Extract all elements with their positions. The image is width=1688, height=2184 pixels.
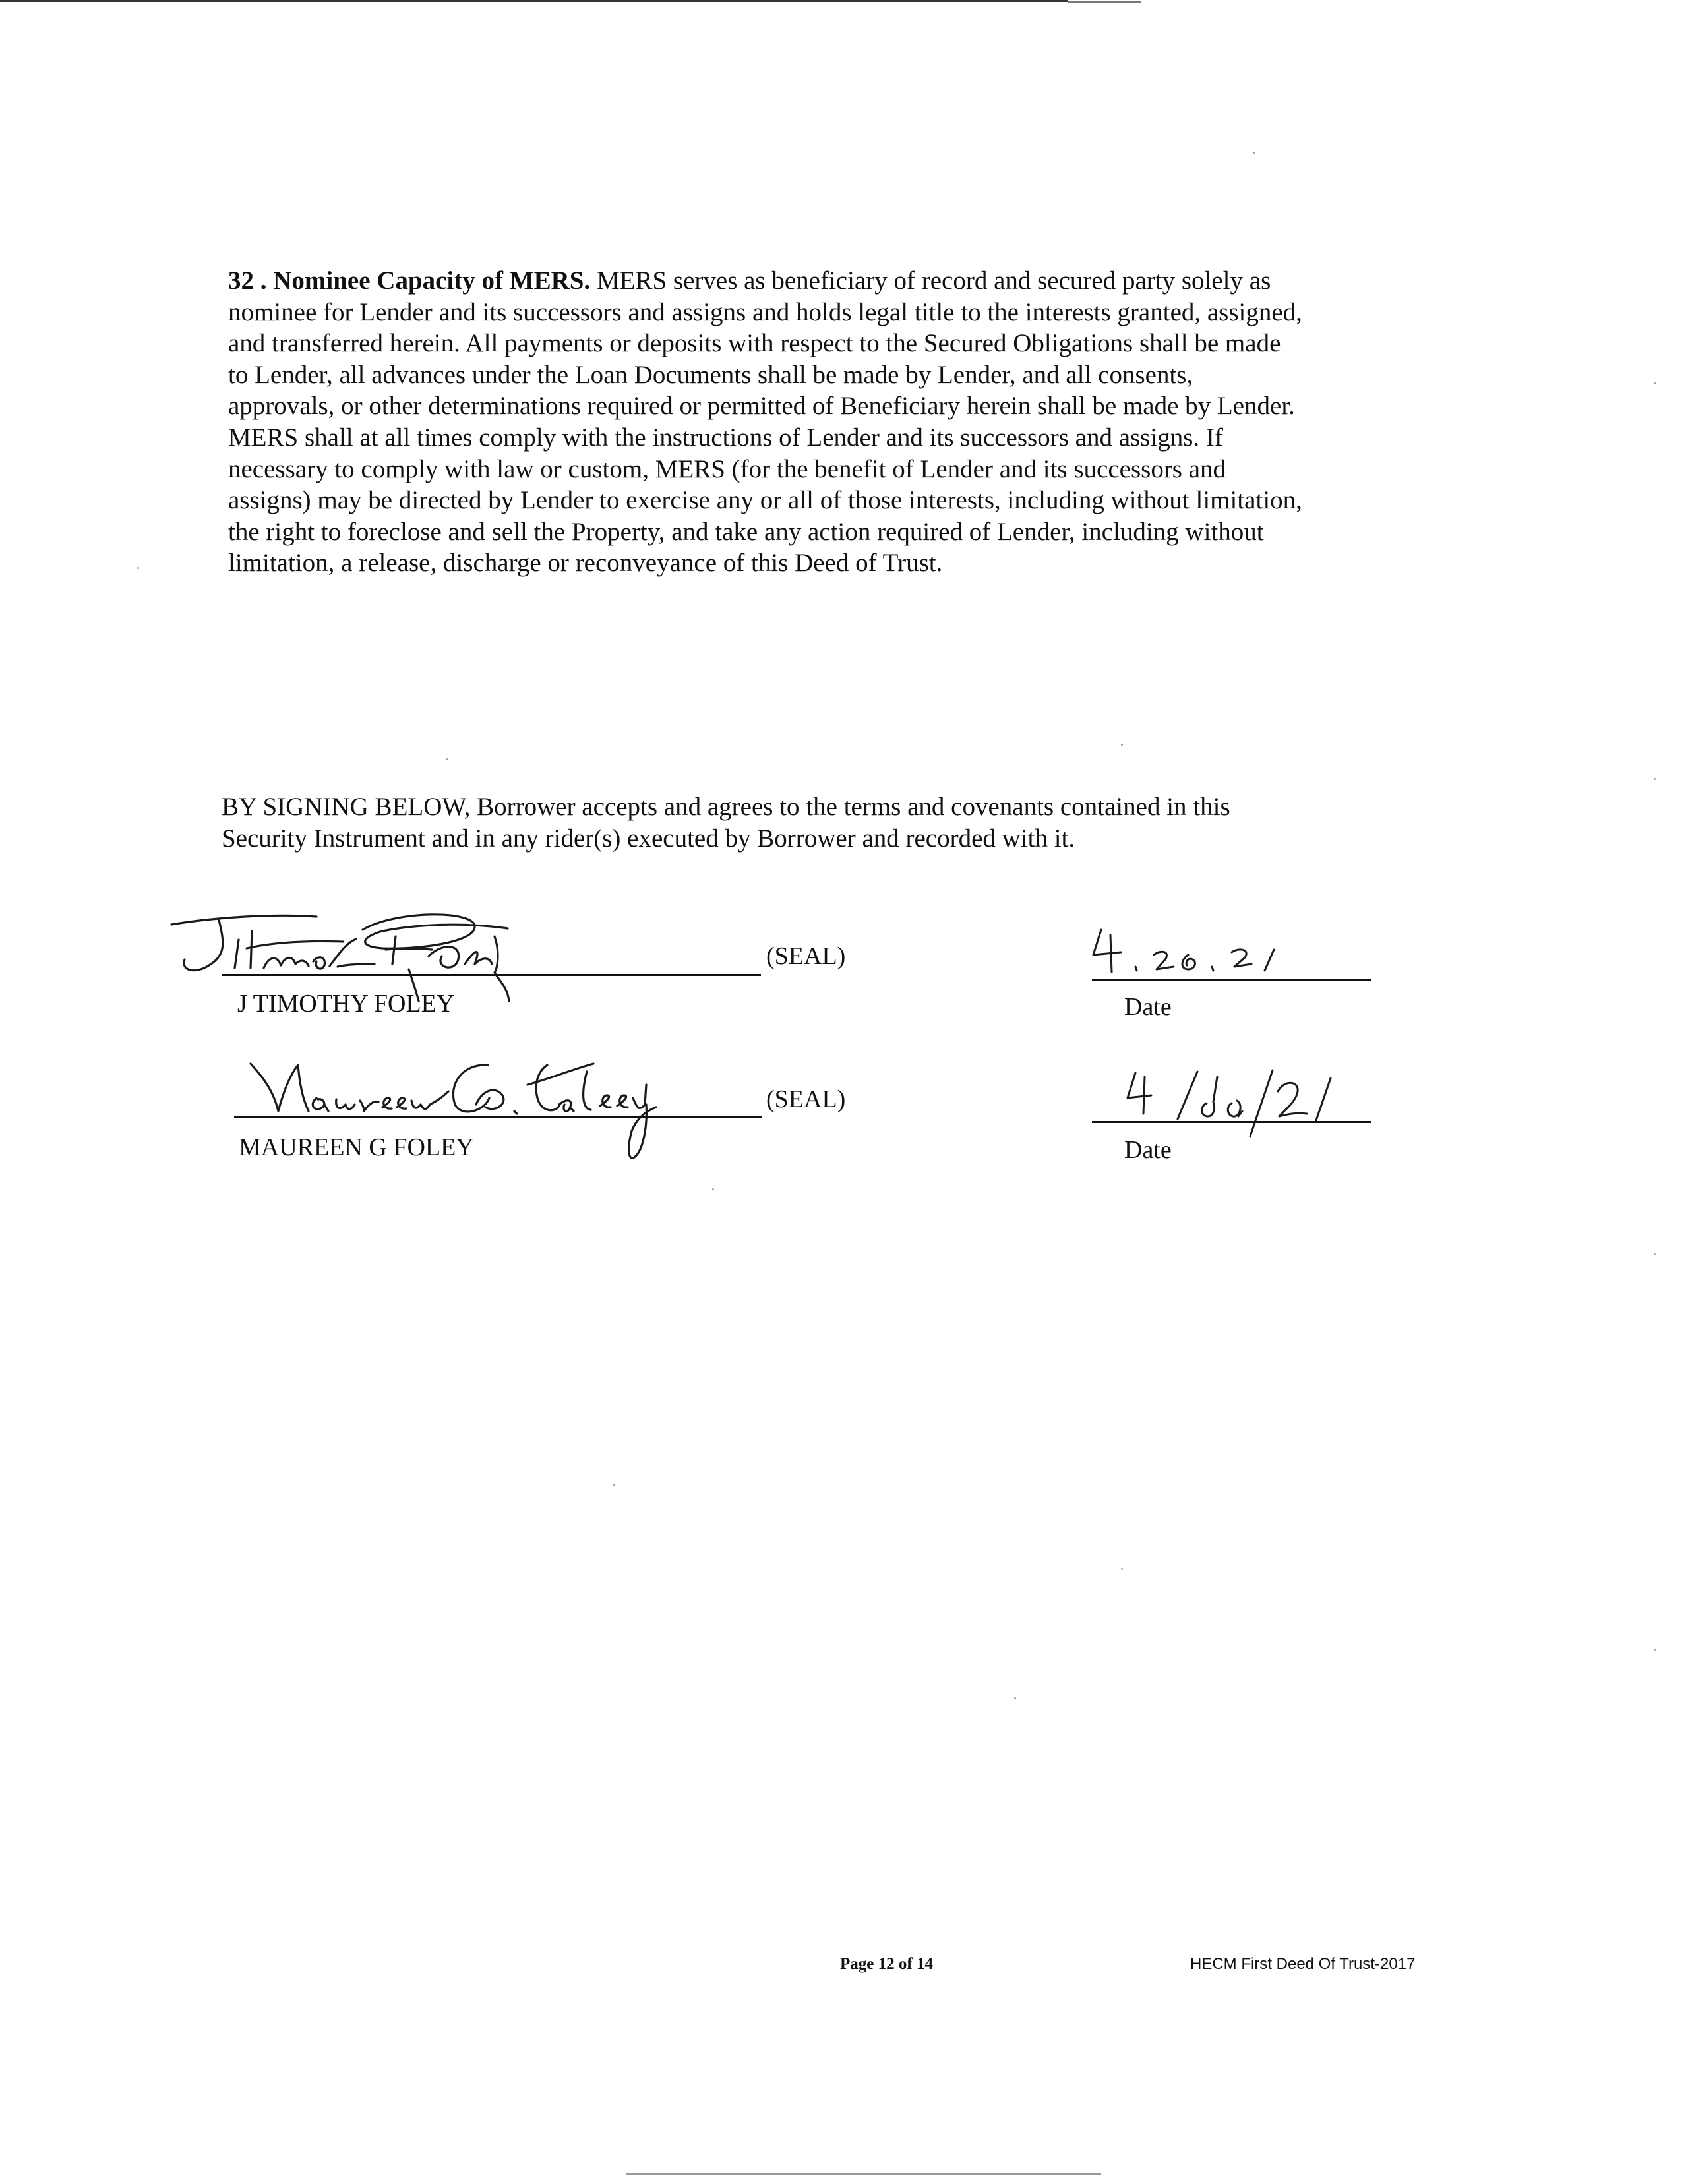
scan-speck — [613, 1484, 615, 1486]
signing-statement-line-1: BY SIGNING BELOW, Borrower accepts and agrees to the terms and covenants contained in this — [222, 793, 1230, 821]
handwritten-date-2 — [1121, 1065, 1398, 1144]
date-line-2 — [1092, 1121, 1372, 1123]
scan-speck — [1654, 382, 1656, 384]
handwritten-date-1 — [1088, 923, 1365, 983]
scan-speck — [137, 567, 139, 569]
scan-speck — [712, 1188, 714, 1190]
section-32-line-8: assigns) may be directed by Lender to exercise any or all of those interests, including without limitation, — [228, 486, 1302, 515]
scan-speck — [1014, 1697, 1016, 1699]
signer-name-2: MAUREEN G FOLEY — [239, 1134, 474, 1161]
date-line-1 — [1092, 979, 1372, 981]
date-label-2: Date — [1124, 1136, 1172, 1164]
bottom-scan-rule — [626, 2173, 1101, 2175]
section-32-line-2: nominee for Lender and its successors and assigns and holds legal title to the interests granted, assigned, — [228, 297, 1302, 326]
form-identifier: HECM First Deed Of Trust-2017 — [1190, 1955, 1416, 1973]
scan-speck — [446, 758, 448, 760]
section-32-line-7: necessary to comply with law or custom, MERS (for the benefit of Lender and its successors and — [228, 454, 1226, 483]
top-scan-rule-faint — [1068, 1, 1141, 3]
signature-line-1 — [222, 974, 761, 976]
scan-speck — [1654, 1253, 1656, 1255]
section-32-line-4: to Lender, all advances under the Loan Documents shall be made by Lender, and all consents, — [228, 360, 1193, 389]
signing-statement-line-2: Security Instrument and in any rider(s) executed by Borrower and recorded with it. — [222, 824, 1075, 853]
section-32-paragraph — [228, 265, 1402, 579]
seal-label-1: (SEAL) — [766, 942, 846, 970]
scan-speck — [1121, 744, 1123, 746]
section-32-line-1: MERS serves as beneficiary of record and secured party solely as — [590, 266, 1271, 295]
signature-line-2 — [234, 1116, 762, 1118]
scan-speck — [1253, 152, 1255, 154]
section-32-line-5: approvals, or other determinations required or permitted of Beneficiary herein shall be made by Lender. — [228, 392, 1295, 421]
section-32-heading: Nominee Capacity of MERS. — [273, 266, 591, 295]
section-32-line-9: the right to foreclose and sell the Property, and take any action required of Lender, including without — [228, 517, 1264, 546]
section-32-line-6: MERS shall at all times comply with the instructions of Lender and its successors and assigns. If — [228, 423, 1223, 452]
page-number: Page 12 of 14 — [840, 1955, 933, 1973]
section-32-line-10: limitation, a release, discharge or reconveyance of this Deed of Trust. — [228, 549, 943, 578]
signer-name-1: J TIMOTHY FOLEY — [237, 990, 455, 1017]
signing-statement — [222, 791, 1395, 854]
section-32-line-3: and transferred herein. All payments or deposits with respect to the Secured Obligations shall be made — [228, 329, 1281, 358]
top-scan-rule — [0, 0, 1068, 2]
scan-speck — [1654, 1649, 1656, 1651]
seal-label-2: (SEAL) — [766, 1085, 846, 1113]
section-32-number: 32 . — [228, 266, 267, 295]
scan-speck — [1121, 1568, 1123, 1570]
scan-speck — [1654, 778, 1656, 780]
date-label-1: Date — [1124, 993, 1172, 1021]
